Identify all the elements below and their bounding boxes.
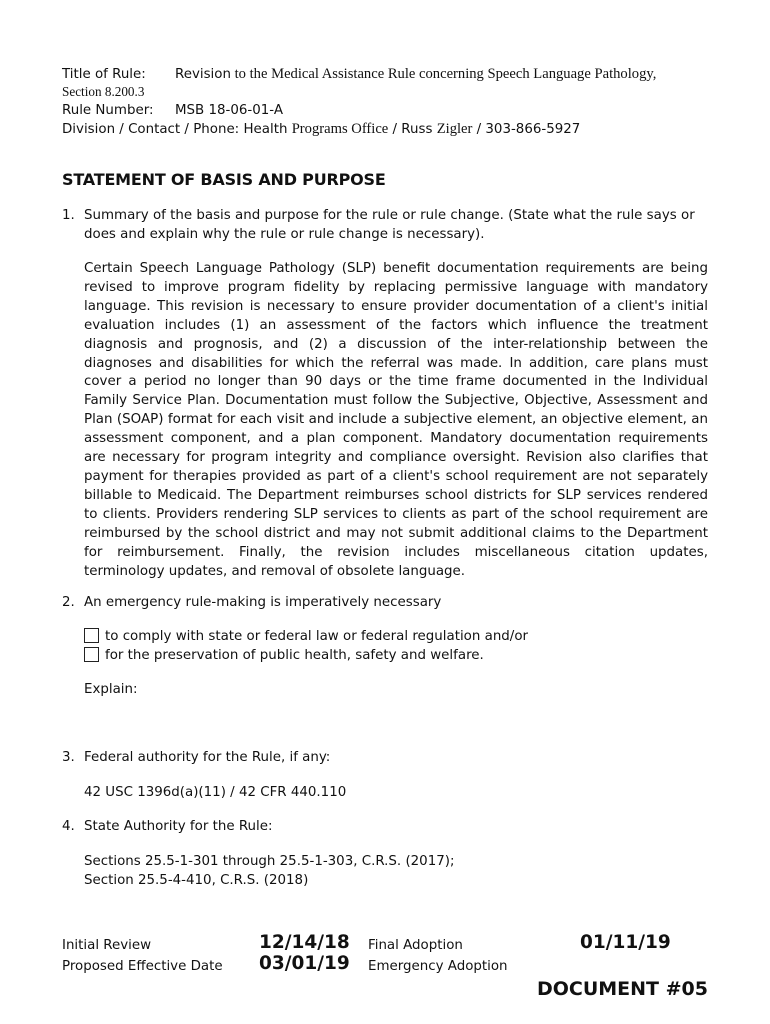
- checkbox-preservation[interactable]: [84, 647, 99, 662]
- initial-review-label: Initial Review: [62, 938, 152, 953]
- item-1-question: Summary of the basis and purpose for the rule or rule change. (State what the rule says or does and explain why the rule or rule change is necessary).: [84, 208, 695, 242]
- title-of-rule-lead: Revision: [175, 67, 231, 82]
- checkbox-comply-row[interactable]: [84, 627, 528, 646]
- checkbox-comply[interactable]: [84, 628, 99, 643]
- emergency-adoption-label: Emergency Adoption: [368, 959, 508, 974]
- title-of-rule-section: Section 8.200.3: [62, 84, 145, 99]
- rule-number-value: MSB 18-06-01-A: [175, 103, 283, 118]
- item-2-question: An emergency rule-making is imperatively necessary: [84, 595, 442, 610]
- item-3-question: Federal authority for the Rule, if any:: [84, 750, 331, 765]
- state-authority-line-2: Section 25.5-4-410, C.R.S. (2018): [84, 873, 309, 888]
- title-of-rule-label: Title of Rule:: [62, 67, 146, 82]
- title-of-rule-value: to the Medical Assistance Rule concerning Speech Language Pathology,: [230, 66, 657, 82]
- rule-number-label: Rule Number:: [62, 103, 154, 118]
- state-authority-line-1: Sections 25.5-1-301 through 25.5-1-303, C.R.S. (2017);: [84, 854, 455, 869]
- item-1-body: Certain Speech Language Pathology (SLP) benefit documentation requirements are being revised to improve program fidelity by replacing permissive language with mandatory language. This revision is necessary to ensure provider documentation of a client's initial evaluation includes (1) an assessment of the factors which influence the treatment diagnosis and prognosis, and (2) a discussion of the inter-relationship between the diagnoses and disabilities for which the referral was made. In addition, care plans must cover a period no longer than 90 days or the time frame documented in the Individual Family Service Plan. Documentation must follow the Subjective, Objective, Assessment and Plan (SOAP) format for each visit and include a subjective element, an objective element, an assessment component, and a plan component. Mandatory documentation requirements are necessary for program integrity and compliance oversight. Revision also clarifies that payment for therapies provided as part of a client's school requirement are not separately billable to Medicaid. The Department reimburses school districts for SLP services rendered to clients. Providers rendering SLP services to clients as part of the school requirement are reimbursed by the school district and may not submit additional claims to the Department for reimbursement. Finally, the revision includes miscellaneous citation updates, terminology updates, and removal of obsolete language.: [84, 261, 708, 579]
- proposed-effective-label: Proposed Effective Date: [62, 959, 223, 974]
- item-1-number: 1.: [62, 208, 75, 223]
- division-contact-line: [62, 119, 742, 139]
- item-4-number: 4.: [62, 819, 75, 834]
- item-4: [62, 817, 710, 836]
- checkbox-preservation-label: for the preservation of public health, safety and welfare.: [105, 648, 484, 663]
- contact-name-a: / Russ: [388, 122, 437, 137]
- proposed-effective-date: 03/01/19: [259, 953, 350, 974]
- checkbox-comply-label: to comply with state or federal law or federal regulation and/or: [105, 629, 529, 644]
- item-3-number: 3.: [62, 750, 75, 765]
- document-number: DOCUMENT #05: [536, 978, 708, 1000]
- initial-review-date: 12/14/18: [259, 932, 350, 953]
- title-of-rule-line: [62, 64, 742, 84]
- item-4-question: State Authority for the Rule:: [84, 819, 273, 834]
- division-contact-label: Division / Contact / Phone:: [62, 122, 240, 137]
- item-3: [62, 748, 710, 767]
- division-name-a: Health: [239, 122, 292, 137]
- contact-phone: / 303-866-5927: [472, 122, 581, 137]
- item-1: [62, 206, 710, 244]
- final-adoption-date: 01/11/19: [580, 932, 671, 953]
- explain-label: Explain:: [84, 682, 138, 697]
- final-adoption-label: Final Adoption: [368, 938, 463, 953]
- item-2: [62, 593, 710, 612]
- federal-authority-value: 42 USC 1396d(a)(11) / 42 CFR 440.110: [84, 785, 347, 800]
- page-title: STATEMENT OF BASIS AND PURPOSE: [62, 170, 386, 189]
- checkbox-preservation-row[interactable]: [84, 646, 484, 665]
- item-2-number: 2.: [62, 595, 75, 610]
- rule-number-line: [62, 100, 742, 120]
- contact-name-b: Zigler: [436, 121, 473, 137]
- division-name-b: Programs Office: [291, 121, 389, 137]
- title-of-rule-continuation: [62, 82, 742, 101]
